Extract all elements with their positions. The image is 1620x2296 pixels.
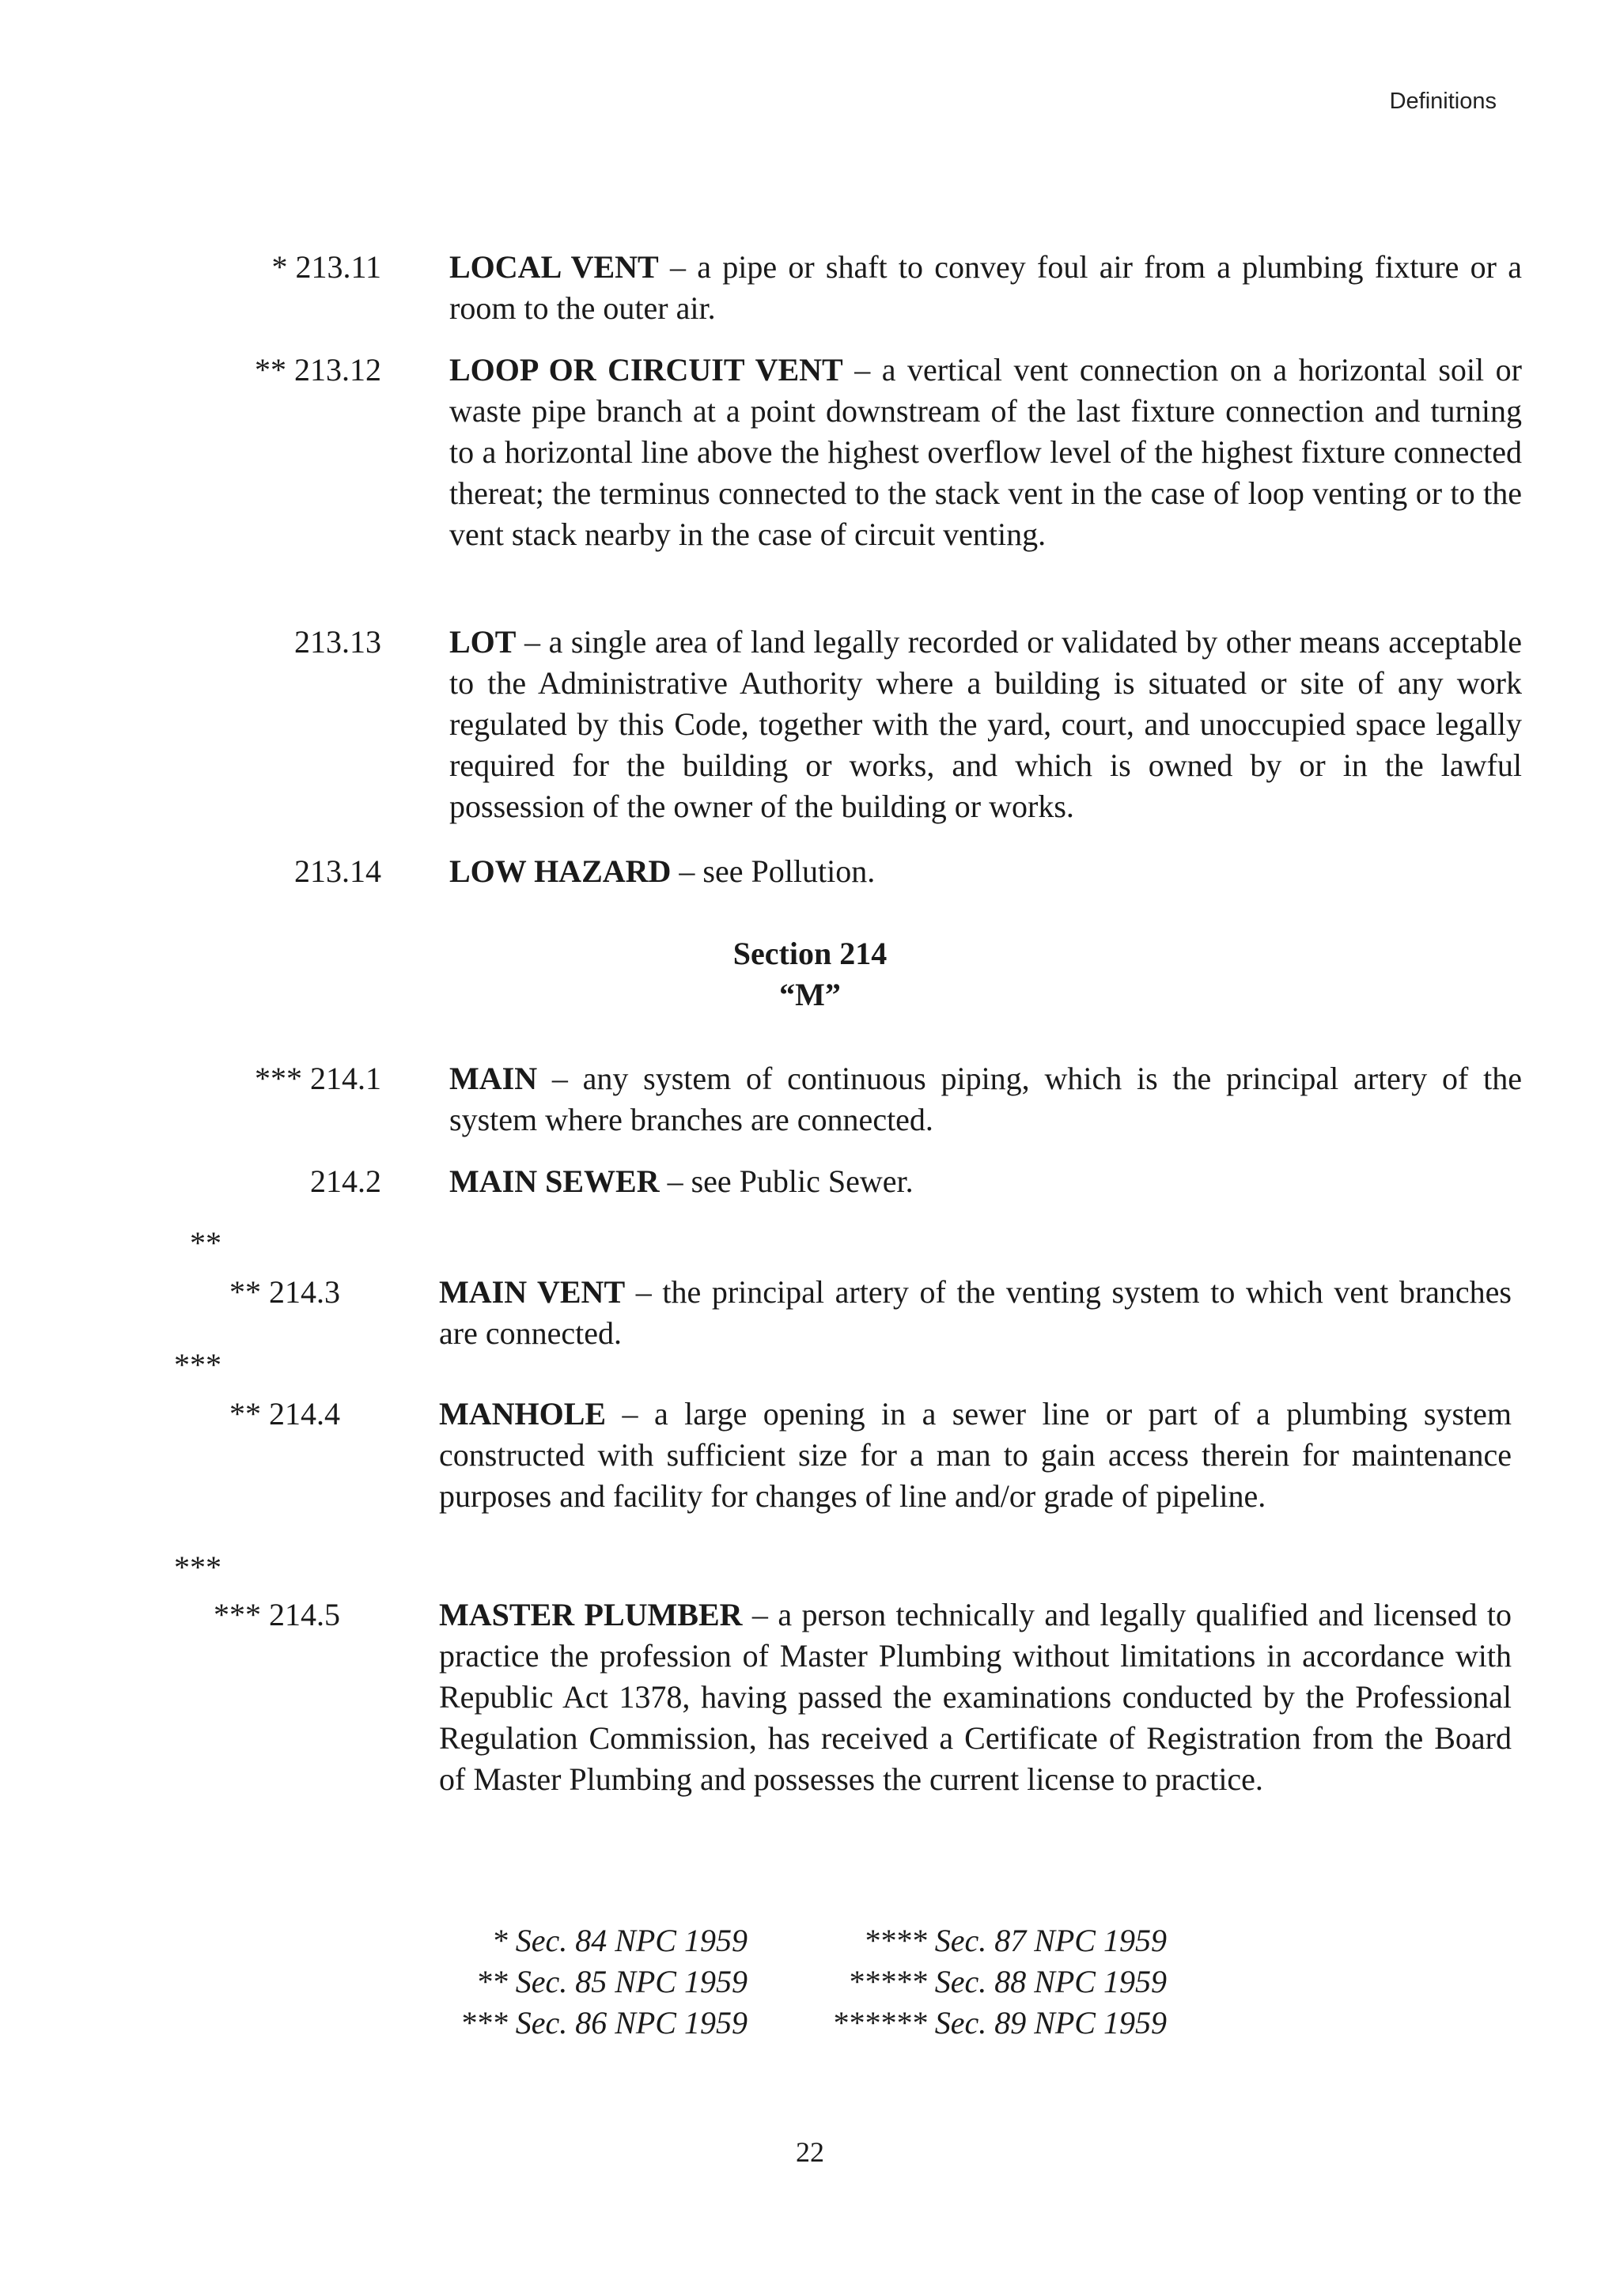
footnotes-right: [783, 1920, 1167, 2044]
defined-term: MAIN SEWER: [449, 1163, 660, 1199]
definition-body: – the principal artery of the venting system to which vent branches are connected.: [439, 1274, 1512, 1351]
running-header: Definitions: [1389, 89, 1497, 114]
defined-term: MAIN: [449, 1061, 538, 1096]
footnote: * Sec. 84 NPC 1959: [491, 1923, 748, 1958]
defined-term: MANHOLE: [439, 1396, 607, 1432]
footnote: ****** Sec. 89 NPC 1959: [831, 2005, 1167, 2041]
footnote: **** Sec. 87 NPC 1959: [863, 1923, 1167, 1958]
definition-text: [449, 1058, 1522, 1140]
defined-term: LOW HAZARD: [449, 853, 672, 889]
clause-number: ** 213.12: [255, 352, 381, 388]
defined-term: LOT: [449, 624, 517, 660]
clause-number: ** 214.4: [229, 1396, 340, 1432]
definition-body: – a person technically and legally qualified and licensed to practice the profession of Master Plumbing without limitations in accordance with Republic Act 1378, having passed the examinations conducted by the Professional Regulation Commission, has received a Certificate of Registration from the Board of Master Plumbing and possesses the current license to practice.: [439, 1597, 1512, 1797]
footnote: *** Sec. 86 NPC 1959: [460, 2005, 748, 2041]
clause-number: 213.13: [294, 624, 381, 660]
defined-term: MAIN VENT: [439, 1274, 626, 1310]
definition-body: – a vertical vent connection on a horizontal soil or waste pipe branch at a point downstream of the last fixture connection and turning to a horizontal line above the highest overflow level of the highest fixture connected thereat; the terminus connected to the stack vent in the case of loop venting or to the vent stack nearby in the case of circuit venting.: [449, 352, 1522, 552]
page-number: 22: [796, 2136, 824, 2168]
margin-mark: **: [190, 1225, 221, 1261]
definition-body: – see Public Sewer.: [659, 1163, 914, 1199]
clause-number: *** 214.5: [214, 1597, 340, 1632]
section-title: Section 214: [732, 936, 888, 971]
clause-number: * 213.11: [271, 249, 381, 285]
definition-text: [439, 1272, 1512, 1354]
section-letter: “M”: [779, 977, 841, 1012]
clause-number: *** 214.1: [255, 1061, 381, 1096]
clause-number: ** 214.3: [229, 1274, 340, 1310]
definition-text: [449, 247, 1522, 329]
defined-term: LOCAL VENT: [449, 249, 659, 285]
definition-text: [439, 1394, 1512, 1517]
definition-body: – a pipe or shaft to convey foul air from a plumbing fixture or a room to the outer air.: [449, 249, 1522, 326]
defined-term: MASTER PLUMBER: [439, 1597, 743, 1632]
footnote: ***** Sec. 88 NPC 1959: [847, 1964, 1167, 1999]
definition-text: [449, 350, 1522, 555]
definition-body: – see Pollution.: [671, 853, 876, 889]
definition-text: [449, 1161, 1522, 1202]
defined-term: LOOP OR CIRCUIT VENT: [449, 352, 843, 388]
margin-mark: ***: [174, 1347, 221, 1383]
definition-text: [449, 622, 1522, 827]
footnotes-left: [396, 1920, 748, 2044]
definition-body: – a single area of land legally recorded or validated by other means acceptable to the Administrative Authority where a building is situated or site of any work regulated by this Code, together with the yard, court, and unoccupied space legally required for the building or works, and which is owned by or in the lawful possession of the owner of the building or works.: [449, 624, 1522, 824]
definition-text: [439, 1594, 1512, 1800]
definition-body: – a large opening in a sewer line or part of a plumbing system constructed with sufficient size for a man to gain access therein for maintenance purposes and facility for changes of line and/or grade of pipeline.: [439, 1396, 1512, 1514]
clause-number: 213.14: [294, 853, 381, 889]
clause-number: 214.2: [310, 1163, 381, 1199]
margin-mark: ***: [174, 1549, 221, 1585]
definition-body: – any system of continuous piping, which is the principal artery of the system where branches are connected.: [449, 1061, 1522, 1137]
definition-text: [449, 851, 1522, 892]
footnote: ** Sec. 85 NPC 1959: [475, 1964, 748, 1999]
